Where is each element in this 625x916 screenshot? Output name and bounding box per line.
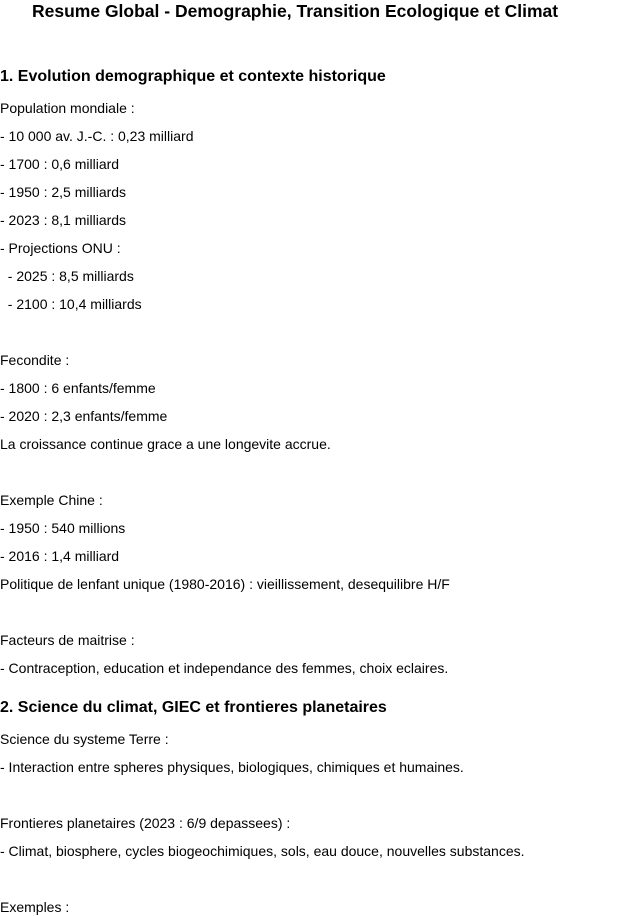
fecondite-item: - 1800 : 6 enfants/femme xyxy=(0,380,156,396)
population-subitem: - 2025 : 8,5 milliards xyxy=(0,268,134,284)
population-subitem: - 2100 : 10,4 milliards xyxy=(0,296,142,312)
frontieres-label: Frontieres planetaires (2023 : 6/9 depassees) : xyxy=(0,815,291,831)
population-item: - 1950 : 2,5 milliards xyxy=(0,184,127,200)
croissance-text: La croissance continue grace a une longevite accrue. xyxy=(0,436,331,452)
systeme-item: - Interaction entre spheres physiques, biologiques, chimiques et humaines. xyxy=(0,759,464,775)
population-item: - 1700 : 0,6 milliard xyxy=(0,156,120,172)
population-label: Population mondiale : xyxy=(0,100,135,116)
exemples-label: Exemples : xyxy=(0,899,70,915)
politique-text: Politique de lenfant unique (1980-2016) : vieillissement, desequilibre H/F xyxy=(0,576,450,592)
fecondite-label: Fecondite : xyxy=(0,352,70,368)
population-item: - 10 000 av. J.-C. : 0,23 milliard xyxy=(0,128,194,144)
chine-label: Exemple Chine : xyxy=(0,492,103,508)
document-title: Resume Global - Demographie, Transition Ecologique et Climat xyxy=(32,1,559,21)
chine-item: - 2016 : 1,4 milliard xyxy=(0,548,120,564)
section-2-heading: 2. Science du climat, GIEC et frontieres planetaires xyxy=(0,699,387,716)
facteurs-item: - Contraception, education et independance des femmes, choix eclaires. xyxy=(0,660,449,676)
population-item: - Projections ONU : xyxy=(0,240,121,256)
systeme-label: Science du systeme Terre : xyxy=(0,731,169,747)
fecondite-item: - 2020 : 2,3 enfants/femme xyxy=(0,408,168,424)
frontieres-item: - Climat, biosphere, cycles biogeochimiques, sols, eau douce, nouvelles substances. xyxy=(0,843,525,859)
chine-item: - 1950 : 540 millions xyxy=(0,520,126,536)
section-1-heading: 1. Evolution demographique et contexte historique xyxy=(0,68,386,85)
population-item: - 2023 : 8,1 milliards xyxy=(0,212,127,228)
facteurs-label: Facteurs de maitrise : xyxy=(0,632,135,648)
